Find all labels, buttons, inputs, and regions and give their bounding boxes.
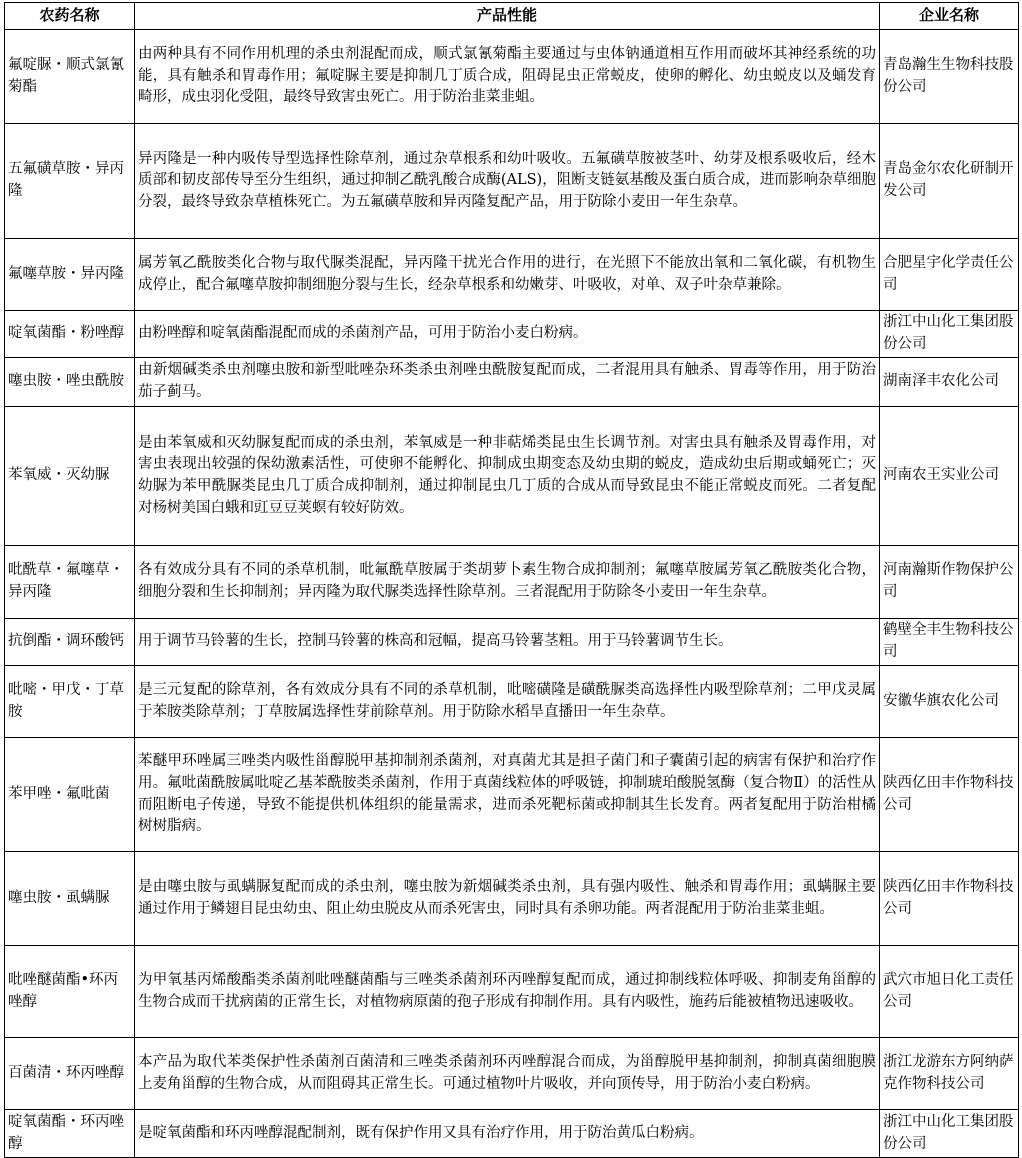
header-pesticide-name: 农药名称 [5,3,135,30]
table-row [5,546,1019,619]
pesticide-name: 抗倒酯・调环酸钙 [5,619,135,666]
company-name: 河南农王实业公司 [880,407,1019,546]
company-name: 陕西亿田丰作物科技公司 [880,852,1019,946]
pesticide-name: 吡酰草・氟噻草・异丙隆 [5,546,135,619]
company-name: 武穴市旭日化工责任公司 [880,946,1019,1038]
table-row [5,946,1019,1038]
product-performance: 为甲氧基丙烯酸酯类杀菌剂吡唑醚菌酯与三唑类杀菌剂环丙唑醇复配而成，通过抑制线粒体呼吸、抑制麦角甾醇的生物合成而干扰病菌的正常生长，对植物病原菌的孢子形成有抑制作用。具有内吸性，施药后能被植物迅速吸收。 [135,946,880,1038]
pesticide-name: 氟噻草胺・异丙隆 [5,239,135,311]
product-performance: 由新烟碱类杀虫剂噻虫胺和新型吡唑杂环类杀虫剂唑虫酰胺复配而成，二者混用具有触杀、胃毒等作用，用于防治茄子蓟马。 [135,358,880,407]
pesticide-name: 啶氧菌酯・环丙唑醇 [5,1110,135,1158]
header-product-performance: 产品性能 [135,3,880,30]
product-performance: 苯醚甲环唑属三唑类内吸性甾醇脱甲基抑制剂杀菌剂，对真菌尤其是担子菌门和子囊菌引起的病害有保护和治疗作用。氟吡菌酰胺属吡啶乙基苯酰胺类杀菌剂，作用于真菌线粒体的呼吸链，抑制琥珀酸脱氢酶（复合物Ⅱ）的活性从而阻断电子传递，导致不能提供机体组织的能量需求，进而杀死靶标菌或抑制其生长发育。两者复配用于防治柑橘树树脂病。 [135,738,880,852]
company-name: 陕西亿田丰作物科技公司 [880,738,1019,852]
header-row [5,3,1019,30]
company-name: 青岛金尔农化研制开发公司 [880,124,1019,239]
table-row [5,1110,1019,1158]
table-row [5,311,1019,358]
company-name: 湖南泽丰农化公司 [880,358,1019,407]
table-row [5,1038,1019,1110]
product-performance: 用于调节马铃薯的生长，控制马铃薯的株高和冠幅，提高马铃薯茎粗。用于马铃薯调节生长。 [135,619,880,666]
pesticide-name: 噻虫胺・唑虫酰胺 [5,358,135,407]
pesticide-name: 氟啶脲・顺式氯氰菊酯 [5,30,135,124]
pesticide-name: 吡嘧・甲戊・丁草胺 [5,666,135,738]
pesticide-name: 噻虫胺・虱螨脲 [5,852,135,946]
table-row [5,666,1019,738]
company-name: 青岛瀚生生物科技股份公司 [880,30,1019,124]
product-performance: 是由噻虫胺与虱螨脲复配而成的杀虫剂，噻虫胺为新烟碱类杀虫剂，具有强内吸性、触杀和胃毒作用；虱螨脲主要通过作用于鳞翅目昆虫幼虫、阻止幼虫脱皮从而杀死害虫，同时具有杀卵功能。两者混配用于防治韭菜韭蛆。 [135,852,880,946]
company-name: 浙江中山化工集团股份公司 [880,311,1019,358]
table-row [5,738,1019,852]
product-performance: 各有效成分具有不同的杀草机制，吡氟酰草胺属于类胡萝卜素生物合成抑制剂；氟噻草胺属芳氧乙酰胺类化合物，细胞分裂和生长抑制剂；异丙隆为取代脲类选择性除草剂。三者混配用于防除冬小麦田一年生杂草。 [135,546,880,619]
table-row [5,124,1019,239]
product-performance: 属芳氧乙酰胺类化合物与取代脲类混配，异丙隆干扰光合作用的进行，在光照下不能放出氧和二氧化碳，有机物生成停止，配合氟噻草胺抑制细胞分裂与生长，经杂草根系和幼嫩芽、叶吸收，对单、双子叶杂草兼除。 [135,239,880,311]
company-name: 安徽华旗农化公司 [880,666,1019,738]
table-row [5,358,1019,407]
product-performance: 是三元复配的除草剂，各有效成分具有不同的杀草机制，吡嘧磺隆是磺酰脲类高选择性内吸型除草剂；二甲戊灵属于苯胺类除草剂；丁草胺属选择性芽前除草剂。用于防除水稻旱直播田一年生杂草。 [135,666,880,738]
product-performance: 由粉唑醇和啶氧菌酯混配而成的杀菌剂产品，可用于防治小麦白粉病。 [135,311,880,358]
pesticide-name: 吡唑醚菌酯•环丙唑醇 [5,946,135,1038]
product-performance: 本产品为取代苯类保护性杀菌剂百菌清和三唑类杀菌剂环丙唑醇混合而成，为甾醇脱甲基抑制剂，抑制真菌细胞膜上麦角甾醇的生物合成，从而阻碍其正常生长。可通过植物叶片吸收，并向顶传导，用于防治小麦白粉病。 [135,1038,880,1110]
pesticide-name: 五氟磺草胺・异丙隆 [5,124,135,239]
company-name: 浙江龙游东方阿纳萨克作物科技公司 [880,1038,1019,1110]
pesticide-name: 苯甲唑・氟吡菌 [5,738,135,852]
product-performance: 是由苯氧威和灭幼脲复配而成的杀虫剂，苯氧威是一种非萜烯类昆虫生长调节剂。对害虫具有触杀及胃毒作用，对害虫表现出较强的保幼激素活性，可使卵不能孵化、抑制成虫期变态及幼虫期的蜕皮，造成幼虫后期或蛹死亡；灭幼脲为苯甲酰脲类昆虫几丁质合成抑制剂，通过抑制昆虫几丁质的合成从而导致昆虫不能正常蜕皮而死。二者复配对杨树美国白蛾和豇豆豆荚螟有较好防效。 [135,407,880,546]
pesticide-table [4,2,1019,1158]
product-performance: 是啶氧菌酯和环丙唑醇混配制剂，既有保护作用又具有治疗作用，用于防治黄瓜白粉病。 [135,1110,880,1158]
product-performance: 由两种具有不同作用机理的杀虫剂混配而成，顺式氯氰菊酯主要通过与虫体钠通道相互作用而破坏其神经系统的功能，具有触杀和胃毒作用；氟啶脲主要是抑制几丁质合成，阻碍昆虫正常蜕皮，使卵的孵化、幼虫蜕皮以及蛹发育畸形，成虫羽化受阻，最终导致害虫死亡。用于防治韭菜韭蛆。 [135,30,880,124]
company-name: 河南瀚斯作物保护公司 [880,546,1019,619]
product-performance: 异丙隆是一种内吸传导型选择性除草剂，通过杂草根系和幼叶吸收。五氟磺草胺被茎叶、幼芽及根系吸收后，经木质部和韧皮部传导至分生组织，通过抑制乙酰乳酸合成酶(ALS)，阻断支链氨基酸及蛋白质合成，进而影响杂草细胞分裂，最终导致杂草植株死亡。为五氟磺草胺和异丙隆复配产品，用于防除小麦田一年生杂草。 [135,124,880,239]
company-name: 鹤壁全丰生物科技公司 [880,619,1019,666]
header-company-name: 企业名称 [880,3,1019,30]
pesticide-name: 百菌清・环丙唑醇 [5,1038,135,1110]
company-name: 合肥星宇化学责任公司 [880,239,1019,311]
pesticide-name: 啶氧菌酯・粉唑醇 [5,311,135,358]
table-row [5,239,1019,311]
table-row [5,30,1019,124]
table-row [5,619,1019,666]
company-name: 浙江中山化工集团股份公司 [880,1110,1019,1158]
pesticide-name: 苯氧威・灭幼脲 [5,407,135,546]
table-row [5,852,1019,946]
table-row [5,407,1019,546]
